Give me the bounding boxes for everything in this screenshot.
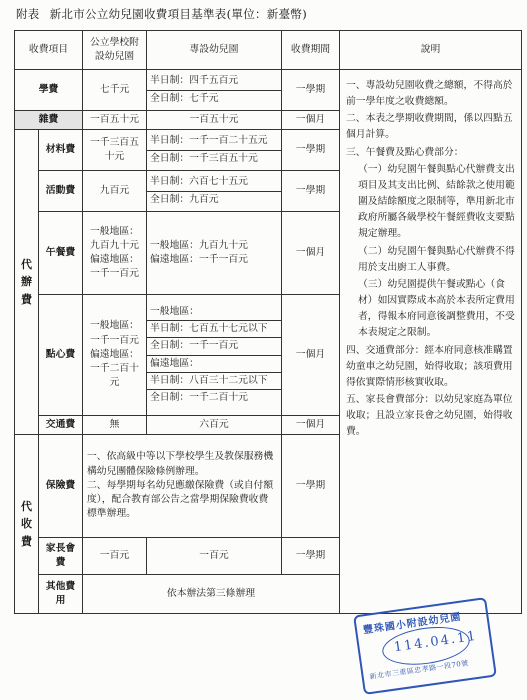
label-misc: 雜費 bbox=[15, 111, 83, 130]
lunch-school-remote: 偏遠地區：一千一百元 bbox=[90, 254, 139, 280]
insurance-item-2: 二、每學期每名幼兒應繳保險費（或自付額度），配合教育部公告之當學期保險費收費標準辦理。 bbox=[87, 479, 274, 520]
lunch-ded-general: 一般地區：九百九十元 bbox=[150, 239, 248, 251]
label-insurance: 保險費 bbox=[39, 435, 83, 538]
activity-ded-full: 全日制：九百元 bbox=[150, 193, 219, 205]
category-daiban: 代辦費 bbox=[15, 130, 39, 435]
document-title bbox=[16, 6, 317, 22]
tuition-dedicated bbox=[147, 70, 282, 111]
stamp-address: 新北市三重區忠孝路一段70號 bbox=[369, 659, 470, 681]
header-item: 收費項目 bbox=[15, 31, 83, 70]
label-parent-fee: 家長會費 bbox=[39, 538, 83, 575]
note-5: 五、家長會費部分：以幼兒家庭為單位收取；且設立家長會之幼兒園，始得收費。 bbox=[346, 393, 513, 438]
note-1: 一、專設幼兒園收費之總額，不得高於前一學年度之收費總額。 bbox=[346, 80, 513, 108]
materials-dedicated bbox=[147, 130, 282, 171]
lunch-ded-remote: 偏遠地區：一千一百元 bbox=[150, 254, 248, 265]
label-transport: 交通費 bbox=[39, 416, 83, 435]
lunch-school-general: 一般地區：九百九十元 bbox=[90, 225, 139, 251]
note-3c: （三）幼兒園提供午餐或點心（食材）如因實際成本高於本表所定費用者，得報本府同意後調整費用，不受本表規定之限制。 bbox=[358, 278, 515, 339]
header-period: 收費期間 bbox=[282, 31, 340, 70]
tuition-school: 七千元 bbox=[83, 70, 147, 111]
snack-ded-remote-half: 半日制：八百三十二元以下 bbox=[147, 373, 281, 390]
activity-period: 一學期 bbox=[282, 171, 340, 212]
title-prefix: 附表 bbox=[16, 7, 40, 21]
label-other: 其他費用 bbox=[39, 575, 83, 614]
label-activity: 活動費 bbox=[39, 171, 83, 212]
label-tuition: 學費 bbox=[15, 70, 83, 111]
snack-ded-general-head: 一般地區： bbox=[147, 304, 281, 321]
row-tuition bbox=[15, 70, 522, 111]
activity-dedicated bbox=[147, 171, 282, 212]
title-text: 新北市公立幼兒園收費項目基準表(單位：新臺幣) bbox=[49, 7, 307, 21]
label-lunch: 午餐費 bbox=[39, 212, 83, 295]
label-snack: 點心費 bbox=[39, 295, 83, 416]
tuition-ded-full: 全日制：七千元 bbox=[150, 92, 219, 104]
stamp-school-name: 豐珠國小附設幼兒園 bbox=[362, 611, 463, 637]
header-row bbox=[15, 31, 522, 70]
lunch-school bbox=[83, 212, 147, 295]
tuition-ded-half: 半日制：四千五百元 bbox=[147, 73, 281, 90]
snack-ded-general-full: 全日制：一千一百元 bbox=[147, 338, 281, 355]
lunch-dedicated bbox=[147, 212, 282, 295]
materials-ded-half: 半日制：一千一百二十五元 bbox=[147, 133, 281, 150]
parent-fee-period: 一學期 bbox=[282, 538, 340, 575]
insurance-item-1: 一、依高級中等以下學校學生及教保服務機構幼兒團體保險條例辦理。 bbox=[87, 451, 274, 477]
stamp-date: 114.04.11 bbox=[392, 628, 479, 656]
note-3a: （一）幼兒園午餐與點心代辦費支出項目及其支出比例、結餘款之使用範圍及結餘額度之限制等，準用新北市政府所屬各級學校午餐經費收支要點規定辦理。 bbox=[358, 163, 515, 240]
snack-period: 一個月 bbox=[282, 295, 340, 416]
snack-ded-general-half: 半日制：七百五十七元以下 bbox=[147, 321, 281, 338]
snack-school-remote: 偏遠地區：一千二百十元 bbox=[90, 348, 139, 389]
fee-table bbox=[14, 30, 522, 614]
misc-dedicated: 一百五十元 bbox=[147, 111, 282, 130]
header-public-school: 公立學校附設幼兒園 bbox=[83, 31, 147, 70]
misc-period: 一個月 bbox=[282, 111, 340, 130]
transport-dedicated: 六百元 bbox=[147, 416, 282, 435]
note-3b: （二）幼兒園午餐與點心代辦費不得用於支出廚工人事費。 bbox=[358, 245, 515, 273]
category-daishou: 代收費 bbox=[15, 435, 39, 614]
lunch-period: 一個月 bbox=[282, 212, 340, 295]
note-2: 二、本表之學期收費期間，係以四點五個月計算。 bbox=[346, 113, 513, 141]
activity-ded-half: 半日制：六百七十五元 bbox=[147, 174, 281, 191]
insurance-period: 一學期 bbox=[282, 435, 340, 538]
tuition-period: 一學期 bbox=[282, 70, 340, 111]
note-4: 四、交通費部分：經本府同意核准購置幼童車之幼兒園，始得收取；該項費用得依實際情形核實收取。 bbox=[346, 344, 513, 388]
snack-dedicated bbox=[147, 295, 282, 416]
label-materials: 材料費 bbox=[39, 130, 83, 171]
materials-period: 一學期 bbox=[282, 130, 340, 171]
header-dedicated: 專設幼兒園 bbox=[147, 31, 282, 70]
materials-school: 一千三百五十元 bbox=[83, 130, 147, 171]
snack-ded-remote-head: 偏遠地區： bbox=[147, 356, 281, 373]
activity-school: 九百元 bbox=[83, 171, 147, 212]
parent-fee-school: 一百元 bbox=[83, 538, 147, 575]
note-3: 三、午餐費及點心費部分： bbox=[346, 146, 464, 158]
snack-school-general: 一般地區：一千一百元 bbox=[90, 320, 139, 346]
header-notes: 說明 bbox=[340, 31, 522, 70]
snack-ded-remote-full: 全日制：一千二百十元 bbox=[150, 391, 248, 403]
parent-fee-dedicated: 一百元 bbox=[147, 538, 282, 575]
misc-school: 一百五十元 bbox=[83, 111, 147, 130]
other-content: 依本辦法第三條辦理 bbox=[83, 575, 340, 614]
transport-school: 無 bbox=[83, 416, 147, 435]
insurance-content bbox=[83, 435, 282, 538]
transport-period: 一個月 bbox=[282, 416, 340, 435]
notes-cell bbox=[340, 70, 522, 614]
materials-ded-full: 全日制：一千三百五十元 bbox=[150, 152, 258, 164]
official-stamp bbox=[353, 597, 497, 695]
snack-school bbox=[83, 295, 147, 416]
